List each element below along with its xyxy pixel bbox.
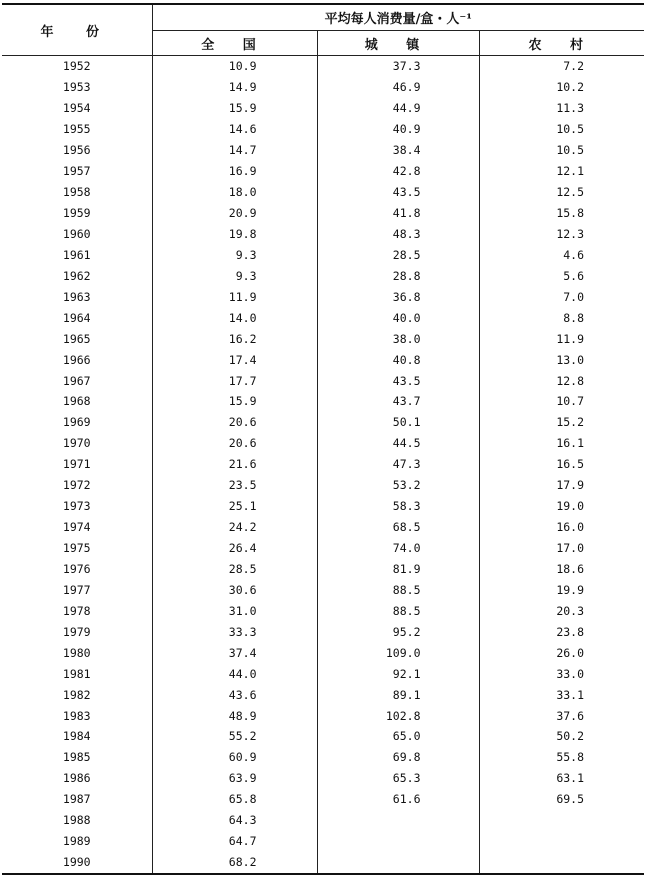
rural-cell: 19.0 (479, 496, 644, 517)
urban-cell: 47.3 (317, 454, 479, 475)
urban-cell: 43.7 (317, 391, 479, 412)
year-cell: 1961 (2, 244, 152, 265)
table-row (2, 98, 644, 119)
urban-cell (317, 810, 479, 831)
rural-cell: 10.7 (479, 391, 644, 412)
national-cell: 15.9 (152, 391, 317, 412)
rural-cell: 12.5 (479, 182, 644, 203)
table-row (2, 161, 644, 182)
urban-cell: 50.1 (317, 412, 479, 433)
table-row (2, 705, 644, 726)
table-row (2, 789, 644, 810)
table-row (2, 224, 644, 245)
table-row (2, 265, 644, 286)
year-cell: 1960 (2, 224, 152, 245)
rural-cell: 55.8 (479, 747, 644, 768)
national-cell: 15.9 (152, 98, 317, 119)
table-row (2, 77, 644, 98)
year-cell: 1971 (2, 454, 152, 475)
rural-cell: 13.0 (479, 349, 644, 370)
document-page (2, 3, 644, 875)
year-cell: 1972 (2, 475, 152, 496)
national-cell: 11.9 (152, 286, 317, 307)
national-cell: 44.0 (152, 663, 317, 684)
table-row (2, 412, 644, 433)
national-cell: 16.2 (152, 328, 317, 349)
urban-cell: 89.1 (317, 684, 479, 705)
year-cell: 1983 (2, 705, 152, 726)
national-cell: 63.9 (152, 768, 317, 789)
table-body (2, 56, 644, 874)
year-cell: 1966 (2, 349, 152, 370)
national-column-header: 全 国 (152, 31, 317, 56)
rural-column-header: 农 村 (479, 31, 644, 56)
national-cell: 16.9 (152, 161, 317, 182)
urban-cell: 92.1 (317, 663, 479, 684)
rural-cell: 23.8 (479, 621, 644, 642)
table-header (2, 4, 644, 56)
national-cell: 31.0 (152, 600, 317, 621)
year-cell: 1977 (2, 579, 152, 600)
rural-cell: 63.1 (479, 768, 644, 789)
national-cell: 68.2 (152, 852, 317, 874)
rural-cell: 12.1 (479, 161, 644, 182)
urban-cell: 48.3 (317, 224, 479, 245)
rural-cell: 7.0 (479, 286, 644, 307)
national-cell: 37.4 (152, 642, 317, 663)
table-row (2, 621, 644, 642)
national-cell: 64.3 (152, 810, 317, 831)
year-cell: 1984 (2, 726, 152, 747)
urban-cell: 81.9 (317, 559, 479, 580)
year-cell: 1975 (2, 538, 152, 559)
rural-cell: 33.1 (479, 684, 644, 705)
urban-cell: 68.5 (317, 517, 479, 538)
urban-cell: 28.8 (317, 265, 479, 286)
table-row (2, 328, 644, 349)
rural-cell: 15.8 (479, 203, 644, 224)
table-row (2, 538, 644, 559)
urban-cell: 53.2 (317, 475, 479, 496)
table-row (2, 56, 644, 77)
rural-cell (479, 831, 644, 852)
year-cell: 1979 (2, 621, 152, 642)
urban-cell: 65.0 (317, 726, 479, 747)
national-cell: 17.4 (152, 349, 317, 370)
urban-cell: 37.3 (317, 56, 479, 77)
year-cell: 1965 (2, 328, 152, 349)
rural-cell: 50.2 (479, 726, 644, 747)
year-cell: 1968 (2, 391, 152, 412)
year-cell: 1957 (2, 161, 152, 182)
rural-cell: 17.9 (479, 475, 644, 496)
urban-cell: 88.5 (317, 579, 479, 600)
year-cell: 1986 (2, 768, 152, 789)
national-cell: 18.0 (152, 182, 317, 203)
urban-cell: 109.0 (317, 642, 479, 663)
table-row (2, 244, 644, 265)
year-cell: 1974 (2, 517, 152, 538)
year-cell: 1981 (2, 663, 152, 684)
year-cell: 1982 (2, 684, 152, 705)
national-cell: 14.0 (152, 307, 317, 328)
table-row (2, 349, 644, 370)
national-cell: 20.6 (152, 433, 317, 454)
table-row (2, 726, 644, 747)
consumption-table (2, 3, 644, 875)
table-row (2, 119, 644, 140)
table-row (2, 600, 644, 621)
table-row (2, 203, 644, 224)
year-cell: 1958 (2, 182, 152, 203)
table-row (2, 475, 644, 496)
national-cell: 9.3 (152, 265, 317, 286)
national-cell: 14.6 (152, 119, 317, 140)
national-cell: 48.9 (152, 705, 317, 726)
year-cell: 1969 (2, 412, 152, 433)
urban-cell (317, 852, 479, 874)
table-row (2, 307, 644, 328)
year-cell: 1955 (2, 119, 152, 140)
rural-cell (479, 852, 644, 874)
urban-cell: 28.5 (317, 244, 479, 265)
table-row (2, 684, 644, 705)
rural-cell: 5.6 (479, 265, 644, 286)
urban-cell: 38.4 (317, 140, 479, 161)
urban-cell: 88.5 (317, 600, 479, 621)
rural-cell: 8.8 (479, 307, 644, 328)
year-column-header: 年 份 (2, 4, 152, 56)
rural-cell: 16.5 (479, 454, 644, 475)
national-cell: 14.7 (152, 140, 317, 161)
rural-cell: 10.5 (479, 119, 644, 140)
national-cell: 26.4 (152, 538, 317, 559)
rural-cell (479, 810, 644, 831)
urban-cell: 61.6 (317, 789, 479, 810)
urban-column-header: 城 镇 (317, 31, 479, 56)
rural-cell: 12.3 (479, 224, 644, 245)
year-cell: 1985 (2, 747, 152, 768)
year-cell: 1956 (2, 140, 152, 161)
rural-cell: 11.9 (479, 328, 644, 349)
rural-cell: 69.5 (479, 789, 644, 810)
national-cell: 60.9 (152, 747, 317, 768)
national-cell: 28.5 (152, 559, 317, 580)
urban-cell (317, 831, 479, 852)
rural-cell: 17.0 (479, 538, 644, 559)
rural-cell: 18.6 (479, 559, 644, 580)
urban-cell: 44.9 (317, 98, 479, 119)
rural-cell: 12.8 (479, 370, 644, 391)
table-row (2, 182, 644, 203)
table-row (2, 559, 644, 580)
table-row (2, 663, 644, 684)
table-row (2, 391, 644, 412)
urban-cell: 43.5 (317, 182, 479, 203)
year-cell: 1988 (2, 810, 152, 831)
year-cell: 1990 (2, 852, 152, 874)
national-cell: 43.6 (152, 684, 317, 705)
year-cell: 1954 (2, 98, 152, 119)
table-row (2, 140, 644, 161)
national-cell: 19.8 (152, 224, 317, 245)
urban-cell: 102.8 (317, 705, 479, 726)
national-cell: 14.9 (152, 77, 317, 98)
rural-cell: 26.0 (479, 642, 644, 663)
table-row (2, 496, 644, 517)
rural-cell: 7.2 (479, 56, 644, 77)
urban-cell: 44.5 (317, 433, 479, 454)
urban-cell: 40.8 (317, 349, 479, 370)
table-row (2, 433, 644, 454)
urban-cell: 65.3 (317, 768, 479, 789)
national-cell: 20.6 (152, 412, 317, 433)
urban-cell: 40.9 (317, 119, 479, 140)
table-row (2, 642, 644, 663)
year-cell: 1970 (2, 433, 152, 454)
national-cell: 24.2 (152, 517, 317, 538)
table-row (2, 768, 644, 789)
table-row (2, 810, 644, 831)
year-cell: 1952 (2, 56, 152, 77)
national-cell: 65.8 (152, 789, 317, 810)
national-cell: 23.5 (152, 475, 317, 496)
national-cell: 20.9 (152, 203, 317, 224)
year-cell: 1964 (2, 307, 152, 328)
rural-cell: 37.6 (479, 705, 644, 726)
national-cell: 21.6 (152, 454, 317, 475)
rural-cell: 4.6 (479, 244, 644, 265)
year-cell: 1987 (2, 789, 152, 810)
urban-cell: 58.3 (317, 496, 479, 517)
year-cell: 1962 (2, 265, 152, 286)
rural-cell: 10.2 (479, 77, 644, 98)
urban-cell: 42.8 (317, 161, 479, 182)
year-cell: 1963 (2, 286, 152, 307)
year-cell: 1973 (2, 496, 152, 517)
year-cell: 1978 (2, 600, 152, 621)
table-row (2, 747, 644, 768)
year-cell: 1980 (2, 642, 152, 663)
national-cell: 10.9 (152, 56, 317, 77)
year-cell: 1967 (2, 370, 152, 391)
rural-cell: 33.0 (479, 663, 644, 684)
table-row (2, 517, 644, 538)
urban-cell: 69.8 (317, 747, 479, 768)
national-cell: 17.7 (152, 370, 317, 391)
year-cell: 1989 (2, 831, 152, 852)
national-cell: 55.2 (152, 726, 317, 747)
national-cell: 64.7 (152, 831, 317, 852)
year-cell: 1976 (2, 559, 152, 580)
rural-cell: 10.5 (479, 140, 644, 161)
year-cell: 1953 (2, 77, 152, 98)
table-row (2, 286, 644, 307)
national-cell: 9.3 (152, 244, 317, 265)
urban-cell: 46.9 (317, 77, 479, 98)
urban-cell: 43.5 (317, 370, 479, 391)
table-row (2, 831, 644, 852)
table-row (2, 852, 644, 874)
rural-cell: 20.3 (479, 600, 644, 621)
rural-cell: 16.0 (479, 517, 644, 538)
table-row (2, 370, 644, 391)
rural-cell: 15.2 (479, 412, 644, 433)
urban-cell: 36.8 (317, 286, 479, 307)
national-cell: 30.6 (152, 579, 317, 600)
urban-cell: 40.0 (317, 307, 479, 328)
urban-cell: 95.2 (317, 621, 479, 642)
table-row (2, 579, 644, 600)
consumption-group-header: 平均每人消费量/盒・人⁻¹ (152, 4, 644, 31)
rural-cell: 11.3 (479, 98, 644, 119)
year-cell: 1959 (2, 203, 152, 224)
urban-cell: 38.0 (317, 328, 479, 349)
table-row (2, 454, 644, 475)
rural-cell: 19.9 (479, 579, 644, 600)
national-cell: 25.1 (152, 496, 317, 517)
urban-cell: 74.0 (317, 538, 479, 559)
rural-cell: 16.1 (479, 433, 644, 454)
urban-cell: 41.8 (317, 203, 479, 224)
national-cell: 33.3 (152, 621, 317, 642)
